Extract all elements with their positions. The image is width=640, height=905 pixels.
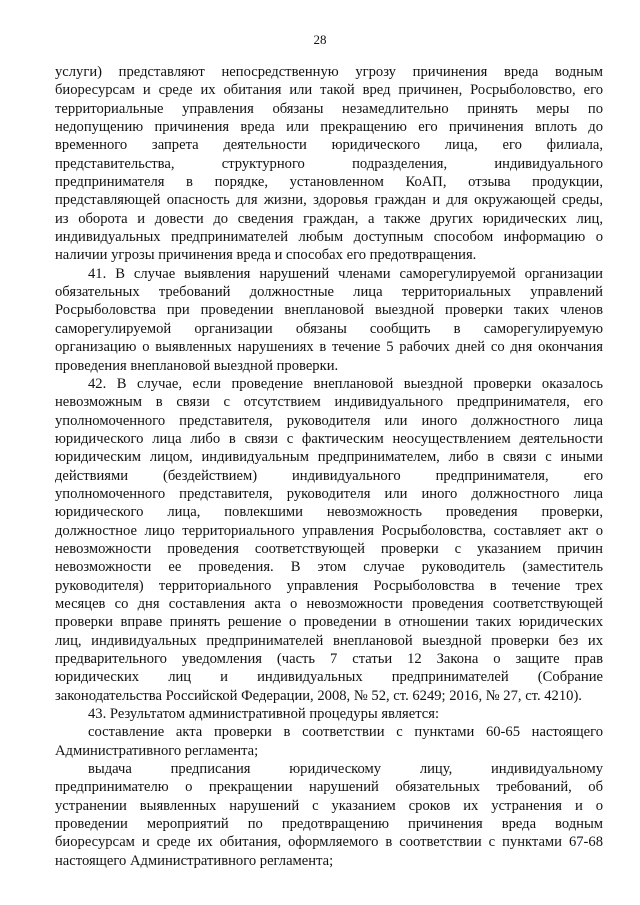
text-line: законодательства Российской Федерации, 2008, № 52, ст. 6249; 2016, № 27, ст. 4210).: [55, 687, 582, 704]
text-line: проверки вправе принять решение о проведении в отношении таких юридических: [55, 614, 603, 631]
text-line: организацию о выявленных нарушениях в течение 5 рабочих дней со дня окончания: [55, 339, 603, 356]
text-line: представляющей опасность для жизни, здоровья граждан и для окружающей среды,: [55, 192, 603, 209]
text-line: 43. Результатом административной процедуры является:: [88, 706, 440, 723]
text-line: Административного регламента;: [55, 742, 259, 759]
text-line: руководителя) территориального управления Росрыболовства в течение трех: [55, 577, 603, 594]
text-line: проведения внеплановой выездной проверки.: [55, 357, 339, 374]
text-line: территориальные управления обязаны незамедлительно принять меры по: [55, 100, 603, 117]
text-line: устранении выявленных нарушений с указанием сроков их устранения и о: [55, 797, 603, 814]
text-line: представительства, структурного подразделения, индивидуального: [55, 155, 603, 172]
text-line: невозможности ее проведения. В этом случае руководитель (заместитель: [55, 559, 603, 576]
text-line: наличии угрозы причинения вреда и способах его предотвращения.: [55, 247, 477, 264]
text-line: из оборота и довести до сведения граждан, а также других юридических лиц,: [55, 210, 603, 227]
text-line: 42. В случае, если проведение внеплановой выездной проверки оказалось: [88, 375, 603, 392]
text-line: Росрыболовства при проведении внеплановой выездной проверки таких членов: [55, 302, 603, 319]
text-line: лиц, индивидуальных предпринимателей внеплановой выездной проверки без их: [55, 632, 603, 649]
text-line: юридических лиц и индивидуальных предпринимателей (Собрание: [55, 669, 603, 686]
text-line: индивидуальных предпринимателей любым доступным способом информацию о: [55, 229, 603, 246]
text-line: саморегулируемой организации обязаны сообщить в саморегулируемую: [55, 320, 603, 337]
text-line: уполномоченного представителя, руководителя или иного должностного лица: [55, 485, 603, 502]
text-line: недопущению причинения вреда или прекращению его причинения вплоть до: [55, 119, 603, 136]
text-line: услуги) представляют непосредственную угрозу причинения вреда водным: [55, 64, 603, 80]
text-line: уполномоченного представителя, руководителя или иного должностного лица: [55, 412, 603, 429]
text-line: настоящего Административного регламента;: [55, 852, 334, 869]
text-line: должностное лицо территориального управления Росрыболовства, составляет акт о: [55, 522, 603, 539]
text-line: биоресурсам и среде их обитания или такой вред причинен, Росрыболовство, его: [55, 82, 603, 99]
text-line: юридическим лицом, индивидуальным предпринимателем, либо в связи с иными: [55, 449, 603, 466]
text-line: проведении мероприятий по предотвращению причинения вреда водным: [55, 816, 603, 833]
text-line: месяцев со дня составления акта о невозможности проведения соответствующей: [55, 595, 603, 612]
text-line: невозможным в связи с отсутствием индивидуального предпринимателя, его: [55, 394, 603, 411]
text-line: биоресурсам и среде их обитания, оформляемого в соответствии с пунктами 67-68: [55, 834, 603, 851]
text-line: 41. В случае выявления нарушений членами саморегулируемой организации: [88, 265, 603, 282]
text-line: юридического лица, повлекшими невозможность проведения проверки,: [55, 504, 603, 521]
text-line: временного запрета деятельности юридического лица, его филиала,: [55, 137, 603, 154]
text-line: юридического лица либо в связи с фактическим неосуществлением деятельности: [55, 430, 603, 447]
text-line: предпринимателю о прекращении нарушений обязательных требований, об: [55, 779, 603, 796]
document-body: [55, 63, 603, 870]
text-line: обязательных требований должностные лица территориальных управлений: [55, 284, 603, 301]
text-line: действиями (бездействием) индивидуального предпринимателя, его: [55, 467, 603, 484]
page-number: 28: [313, 32, 327, 47]
text-line: невозможности проведения соответствующей проверки с указанием причин: [55, 540, 603, 557]
text-line: выдача предписания юридическому лицу, индивидуальному: [88, 761, 603, 778]
text-line: составление акта проверки в соответствии с пунктами 60-65 настоящего: [88, 724, 603, 741]
text-line: предварительного уведомления (часть 7 статьи 12 Закона о защите прав: [55, 651, 603, 667]
text-line: предпринимателя в порядке, установленном КоАП, отзыва продукции,: [55, 174, 603, 191]
